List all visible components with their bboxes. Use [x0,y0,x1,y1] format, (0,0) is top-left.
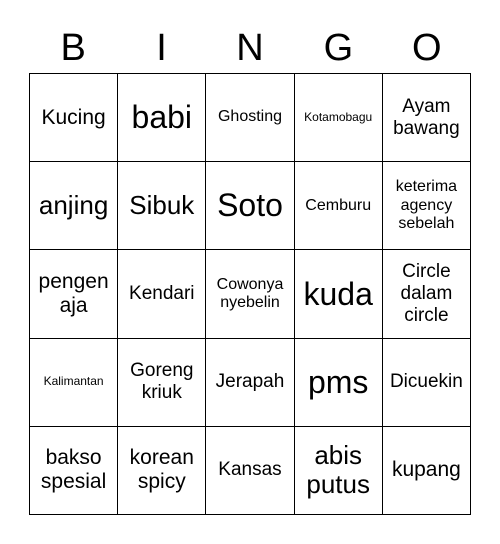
bingo-cell[interactable] [383,339,471,427]
bingo-cell[interactable] [206,427,294,515]
bingo-cell[interactable] [118,162,206,250]
bingo-cell[interactable] [30,162,118,250]
bingo-cell[interactable] [295,74,383,162]
bingo-cell[interactable] [118,250,206,338]
bingo-cell[interactable] [30,74,118,162]
bingo-cell[interactable] [383,162,471,250]
bingo-cell[interactable] [118,427,206,515]
bingo-cell[interactable] [30,339,118,427]
bingo-board [29,73,471,515]
cell-label: Goreng kriuk [130,360,194,404]
cell-label: bakso spesial [40,446,107,494]
cell-label: Ghosting [217,108,283,126]
cell-label: Kucing [41,105,106,129]
cell-label: anjing [38,189,109,220]
cell-label: Kalimantan [43,374,104,389]
bingo-cell[interactable] [206,74,294,162]
bingo-cell[interactable] [30,250,118,338]
bingo-cell[interactable] [118,339,206,427]
header-letter-g: G [323,27,354,69]
cell-label: Kansas [218,459,282,481]
cell-label: Kotamobagu [304,109,373,124]
bingo-cell[interactable] [30,427,118,515]
bingo-cell[interactable] [295,339,383,427]
bingo-cell[interactable] [206,339,294,427]
cell-label: pms [307,363,369,400]
bingo-cell[interactable] [295,250,383,338]
cell-label: Circle dalam circle [400,261,453,326]
cell-label: Dicuekin [389,371,463,393]
bingo-cell[interactable] [206,162,294,250]
cell-label: Cowonya nyebelin [216,275,284,311]
cell-label: Ayam bawang [393,95,460,139]
cell-label: babi [131,99,193,136]
cell-label: Jerapah [215,371,285,393]
header-letter-b: B [60,27,86,69]
cell-label: Soto [217,187,283,224]
bingo-cell[interactable] [295,427,383,515]
bingo-header [29,22,471,74]
cell-label: pengen aja [38,269,109,317]
bingo-cell[interactable] [295,162,383,250]
cell-label: Sibuk [129,189,195,220]
header-letter-n: N [236,27,264,69]
header-letter-i: I [156,27,167,69]
bingo-cell[interactable] [383,250,471,338]
cell-label: Kendari [129,283,195,305]
bingo-cell[interactable] [118,74,206,162]
bingo-cell[interactable] [383,427,471,515]
header-letter-o: O [411,27,442,69]
bingo-cell[interactable] [383,74,471,162]
cell-label: korean spicy [129,446,194,494]
cell-label: kuda [303,275,373,312]
bingo-cell[interactable] [206,250,294,338]
cell-label: kupang [391,458,461,482]
cell-label: abis putus [306,439,370,500]
cell-label: Cemburu [305,196,372,214]
cell-label: keterima agency sebelah [395,178,458,232]
